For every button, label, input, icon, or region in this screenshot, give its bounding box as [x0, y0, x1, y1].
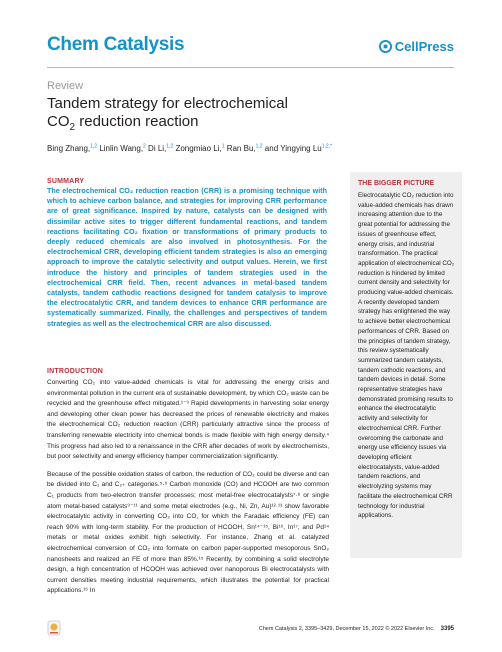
author[interactable]: Ran Bu,$^{1,2}$: [224, 143, 263, 153]
bigger-picture-text: Electrocatalytic CO₂ reduction into value-added chemicals has drawn increasing attention due to the great potential for addressing the issues of greenhouse effect, energy crisis, and industrial transformation. The practical application of electrochemical CO₂ reduction is hindered by limited current density and selectivity for producing value-added chemicals. A recently developed tandem strategy has enlightened the way to achieve better electrochemical performances of CRR. Based on the principles of tandem strategy, this review systematically summarized tandem catalysts, tandem cathodic reactions, and tandem devices in detail. Some representative strategies have demonstrated promising results to enhance the electrocatalytic activity and selectivity for electrochemical CRR. Further overcoming the carbonate and energy use efficiency issues via developing efficient electrocatalysts, value-added tandem reactions, and electrolyzing systems may facilitate the electrochemical CRR technology for industrial applications.: [358, 192, 455, 520]
author[interactable]: Di Li,$^{1,2}$: [145, 143, 174, 153]
page-footer: [259, 626, 454, 632]
citation: Chem Catalysis 2, 3395–3429, December 15, 2022 © 2022 Elsevier Inc.: [258, 626, 435, 632]
header-divider: [47, 67, 454, 68]
article-title: [47, 95, 377, 137]
article-type: Review: [47, 80, 84, 92]
author-list: [47, 143, 467, 153]
introduction-paragraph-1: Converting CO₂ into value-added chemicals is vital for addressing the energy crisis and environmental pollution in the current era of sustainable development, by which CO₂ waste can be recycled and the greenhouse effect mitigated.¹⁻³ Rapid developments in harvesting solar energy and developing other clean power has decreased the prices of renewable electricity and makes the electrochemical CO₂ reduction reaction (CRR) particularly attractive since the process of transferring renewable electricity into chemical bonds is made flexible with high energy density.⁴ This progress had also led to a renaissance in the CRR after decades of work by electrochemists, but poor selectivity and energy efficiency hamper commercialization significantly.: [47, 379, 329, 461]
summary-heading: SUMMARY: [47, 178, 85, 185]
title-line-2: $CO_2$ reduction reaction: [47, 113, 199, 133]
summary-text: The electrochemical CO₂ reduction reaction (CRR) is a promising technique with which to achieve carbon balance, and strategies for improving CRR performance are of great significance. Inspired by nature, catalysts can be designed with dissimilar active sites to trigger different fundamental reactions, and tandem reactions facilitating CO₂ fixation or transformations of primary products to deeply reduced chemicals are also involved in photosynthesis. For the electrochemical CRR, developing efficient tandem strategies is also an emerging approach to improve the catalytic selectivity and output values. Herein, we first introduce the history and principles of tandem strategies used in the electrochemical CRR field. Then, recent advances in metal-based tandem catalysts, tandem cathodic reactions designed for tandem catalysis to improve the electrocatalytic CRR, and tandem devices to enhance CRR performance are systematically summarized. Finally, the challenges and perspectives of tandem strategies as well as the electrochemical CRR are also discussed.: [47, 186, 327, 328]
introduction-body: [47, 378, 329, 604]
author[interactable]: Zongmiao Li,$^1$: [173, 143, 225, 153]
publisher-name: CellPress: [394, 39, 454, 54]
author[interactable]: Bing Zhang,$^{1,2}$: [47, 143, 98, 153]
author[interactable]: Linlin Wang,$^2$: [97, 143, 146, 153]
journal-title: Chem Catalysis: [47, 34, 185, 55]
title-line-1: Tandem strategy for electrochemical: [47, 95, 288, 112]
bigger-picture-heading: THE BIGGER PICTURE: [358, 180, 435, 187]
check-for-updates-icon[interactable]: [47, 620, 61, 636]
page-number: 3395: [440, 626, 454, 632]
author[interactable]: and Yingying $Lu^{1,2,*}$: [262, 143, 333, 153]
cellpress-logo-icon: [379, 40, 392, 53]
publisher-logo: [379, 39, 454, 54]
introduction-paragraph-2: Because of the possible oxidation states of carbon, the reduction of CO₂ could be diverse and can be divided into C₁ and C₂₊ categories.⁵·⁶ Carbon monoxide (CO) and HCOOH are two common C₁ products from two-electron transfer processes; most metal-free electrocatalysts⁷·⁸ or single atom metal-based catalysts⁹⁻¹¹ and some metal electrodes (e.g., Ni, Zn, Au)¹²·¹³ show favorable electrocatalytic activity in converting CO₂ into CO, for which the Faradaic efficiency (FE) can reach 90% with long-term stability. For the production of HCOOH, Sn¹⁴⁻¹⁵, Bi¹⁶, In¹⁷, and Pd¹⁴ metals or metal oxides exhibit high selectivity. For instance, Zhang et al. catalyzed electrochemical conversion of CO₂ into formate on carbon paper-supported mesoporous SnO₂ nanosheets and realized an FE of more than 85%.¹⁵ Recently, by combining a solid electrolyte design, a high concentration of HCOOH was achieved over nanoporous Bi electrocatalysts with current densities meeting industrial requirements, which illustrates the potential for practical applications.¹⁶ In: [47, 470, 329, 595]
introduction-heading: INTRODUCTION: [47, 368, 104, 375]
